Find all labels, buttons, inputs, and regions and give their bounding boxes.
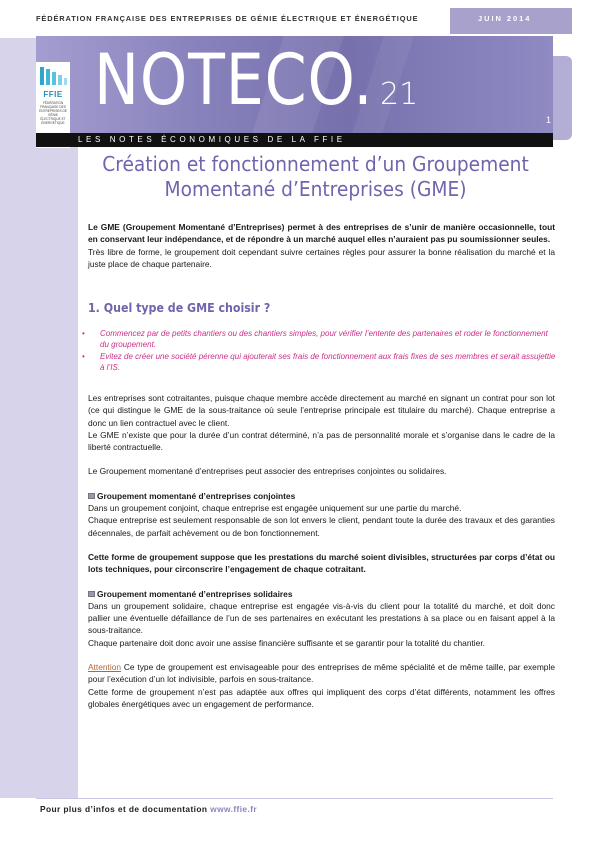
footer-link[interactable]: www.ffie.fr — [210, 804, 258, 814]
body-paragraph: Dans un groupement solidaire, chaque entreprise est engagée vis-à-vis du client pour la totalité du marché, et doit donc pallier une éventuelle défaillance de l’un de ses partenaires en exécutant les prestations à sa place ou en faisant appel à la sous-traitance. — [88, 600, 555, 636]
attention-paragraph: Attention Ce type de groupement est envisageable pour des entreprises de même spécialité et de même taille, par exemple pour l’exécution d’un lot indivisible, parfois en sous-traitance. — [88, 662, 555, 685]
footer-text: Pour plus d’infos et de documentation — [40, 804, 211, 814]
list-item: • Commencez par de petits chantiers ou des chantiers simples, pour vérifier l’entente des partenaires et roder le fonctionnement du groupement. — [82, 329, 548, 349]
bullet-icon: • — [82, 352, 85, 361]
square-bullet-icon — [88, 493, 95, 499]
footer — [40, 804, 257, 814]
body-paragraph: Le Groupement momentané d’entreprises peut associer des entreprises conjointes ou solidaires. — [88, 466, 447, 477]
brand-title: NOTECO. — [94, 39, 374, 121]
attention-label: Attention — [88, 662, 122, 673]
body-paragraph: Cette forme de groupement n’est pas adaptée aux offres qui impliquent des corps d’état différents, notamment les offres globales énergétiques avec un engagement de performance. — [88, 686, 555, 709]
body-text — [88, 392, 555, 710]
title-line-1: Création et fonctionnement d’un Groupement — [102, 152, 529, 176]
page-number: 1 — [546, 115, 552, 125]
footer-divider — [36, 798, 553, 799]
logo-subtext: FÉDÉRATION FRANÇAISE DES ENTREPRISES DE GÉNIE ÉLECTRIQUE ET ÉNERGÉTIQUE — [39, 101, 67, 125]
logo-text: FFIE — [43, 90, 63, 99]
bullet-icon: • — [82, 329, 85, 338]
square-bullet-icon — [88, 591, 95, 597]
section-1-heading: 1. Quel type de GME choisir ? — [88, 301, 271, 315]
issue-number: 21 — [380, 77, 419, 112]
subsection-heading-conjoint: Groupement momentané d’entreprises conjointes — [88, 490, 555, 502]
subsection-heading-solidaire: Groupement momentané d’entreprises solidaires — [88, 588, 555, 600]
subtitle: LES NOTES ÉCONOMIQUES DE LA FFIE — [78, 135, 346, 144]
body-paragraph: Le GME n’existe que pour la durée d’un contrat déterminé, n’a pas de personnalité morale et s’organise dans le cadre de la liberté contractuelle. — [88, 429, 555, 453]
intro — [88, 221, 555, 271]
body-paragraph-bold: Cette forme de groupement suppose que les prestations du marché soient divisibles, structurées par corps d’état ou lots techniques, pour circonscrire l’engagement de chaque cotraitant. — [88, 551, 555, 575]
list-item: • Evitez de créer une société pérenne qui ajouterait ses frais de fonctionnement aux frais fixes de ses membres et serait assujettie à l’IS. — [82, 352, 556, 372]
title-line-2: Momentané d’Entreprises (GME) — [164, 177, 467, 201]
tips-list — [82, 328, 557, 374]
body-paragraph: Chaque entreprise est seulement responsable de son lot envers le client, pendant toute la durée des travaux et des garanties décennales, de parfait achèvement ou de bon fonctionnement. — [88, 515, 555, 538]
intro-paragraph-1: Le GME (Groupement Momentané d’Entreprises) permet à des entreprises de s’unir de manière occasionnelle, tout en conservant leur indépendance, et de répondre à un marché auquel elles n’auraient pas pu soumissionner seules. — [88, 222, 555, 245]
body-paragraph: Dans un groupement conjoint, chaque entreprise est engagée uniquement sur une partie du marché. — [88, 503, 462, 514]
body-paragraph: Les entreprises sont cotraitantes, puisque chaque membre accède directement au marché en signant un contrat pour son lot (ce qui distingue le GME de la sous-traitance où seule l’entreprise principale est titulaire du marché). Chaque entreprise a donc un lien contractuel avec le client. — [88, 393, 555, 428]
federation-name: FÉDÉRATION FRANÇAISE DES ENTREPRISES DE GÉNIE ÉLECTRIQUE ET ÉNERGÉTIQUE — [36, 14, 419, 23]
intro-paragraph-2: Très libre de forme, le groupement doit cependant suivre certaines règles pour assurer la bonne réalisation du marché et la juste place de chaque partenaire. — [88, 246, 555, 270]
logo-mark-icon — [38, 65, 68, 87]
publication-date: JUIN 2014 — [478, 14, 532, 23]
page-title — [95, 152, 537, 202]
left-sidebar-band — [0, 38, 78, 798]
body-paragraph: Chaque partenaire doit donc avoir une assise financière suffisante et se garantir pour la totalité du chantier. — [88, 637, 485, 648]
